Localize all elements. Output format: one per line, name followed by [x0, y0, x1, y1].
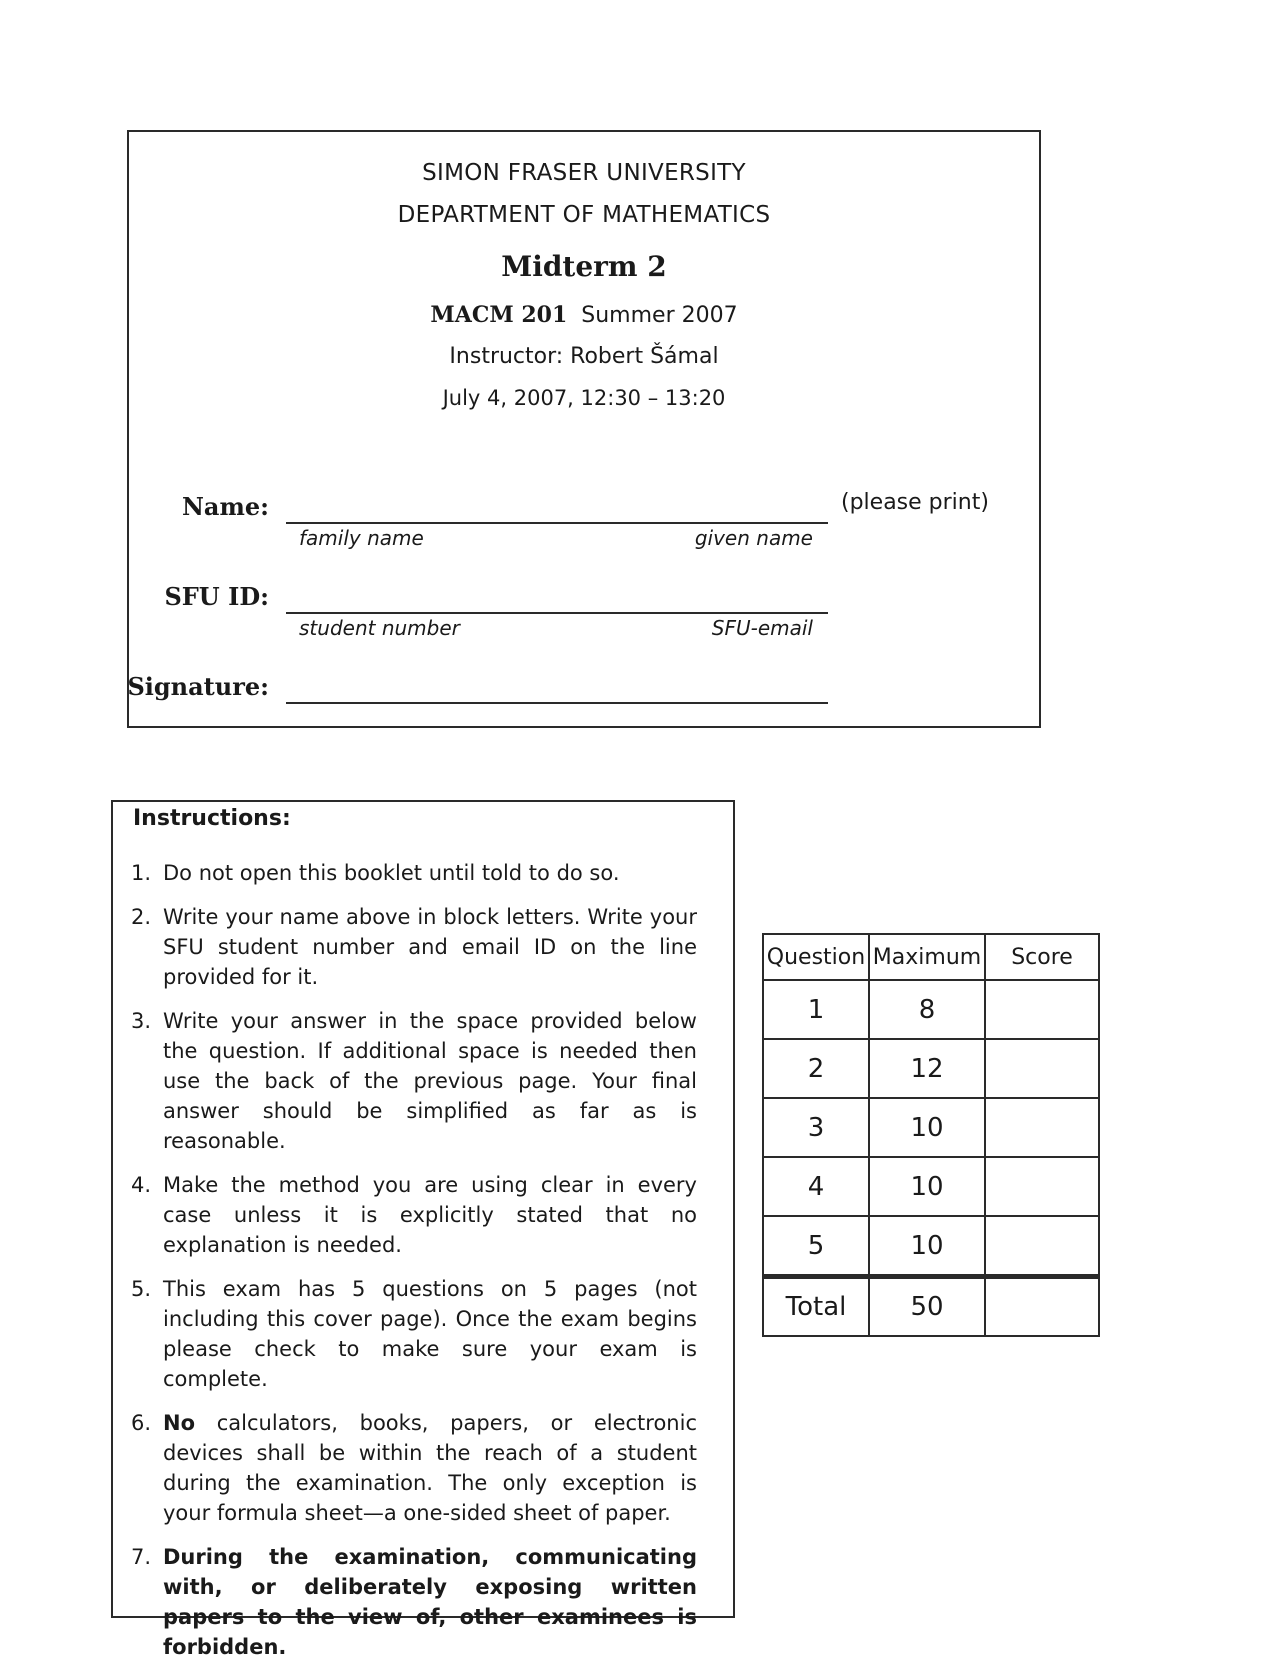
header-score: Score — [985, 934, 1099, 980]
question-score[interactable] — [985, 980, 1099, 1039]
question-number: 5 — [763, 1216, 869, 1277]
instruction-item: 4. Make the method you are using clear in every case unless it is explicitly stated that no explanation is needed. — [131, 1173, 697, 1257]
score-table-header — [763, 934, 1099, 980]
student-number-caption: student number — [299, 616, 460, 640]
question-score[interactable] — [985, 1039, 1099, 1098]
name-label: Name: — [181, 492, 269, 521]
instructor: Instructor: Robert Šámal — [449, 344, 719, 369]
name-line[interactable] — [286, 492, 828, 524]
table-row — [763, 1157, 1099, 1216]
question-number: 3 — [763, 1098, 869, 1157]
question-maximum: 10 — [869, 1216, 985, 1277]
instructions-title: Instructions: — [133, 806, 291, 831]
given-name-caption: given name — [694, 526, 813, 550]
sfu-email-caption: SFU-email — [711, 616, 813, 640]
please-print-note: (please print) — [841, 490, 989, 515]
sfu-id-line[interactable] — [286, 582, 828, 614]
course-code: MACM 201 — [430, 302, 568, 328]
table-row — [763, 1098, 1099, 1157]
question-score[interactable] — [985, 1157, 1099, 1216]
table-row — [763, 980, 1099, 1039]
course-line — [129, 302, 1039, 328]
instruction-item: 6. No calculators, books, papers, or electronic devices shall be within the reach of a student during the examination. The only exception is your formula sheet—a one-sided sheet of paper. — [131, 1411, 697, 1525]
question-number: 2 — [763, 1039, 869, 1098]
instruction-item: 7. During the examination, communicating with, or deliberately exposing written papers to the view of, other examinees is forbidden. — [131, 1545, 697, 1659]
score-table — [762, 933, 1100, 1337]
instructions-list — [131, 858, 697, 1676]
question-maximum: 8 — [869, 980, 985, 1039]
question-maximum: 10 — [869, 1157, 985, 1216]
question-score[interactable] — [985, 1216, 1099, 1277]
table-row — [763, 1216, 1099, 1277]
question-score[interactable] — [985, 1098, 1099, 1157]
exam-title: Midterm 2 — [501, 250, 667, 283]
instruction-item: 1. Do not open this booklet until told to do so. — [131, 861, 620, 885]
department-name: DEPARTMENT OF MATHEMATICS — [397, 202, 771, 228]
university-name: SIMON FRASER UNIVERSITY — [422, 160, 746, 186]
header-question: Question — [763, 934, 869, 980]
exam-header-box — [127, 130, 1041, 728]
question-maximum: 12 — [869, 1039, 985, 1098]
instructions-box — [111, 800, 735, 1659]
exam-datetime: July 4, 2007, 12:30 – 13:20 — [442, 386, 726, 410]
question-maximum: 10 — [869, 1098, 985, 1157]
signature-label: Signature: — [127, 672, 269, 701]
total-maximum: 50 — [869, 1277, 985, 1337]
instruction-item: 2. Write your name above in block letters. Write your SFU student number and email ID on the line provided for it. — [131, 905, 697, 989]
total-row — [763, 1277, 1099, 1337]
question-number: 1 — [763, 980, 869, 1039]
instruction-item: 5. This exam has 5 questions on 5 pages (not including this cover page). Once the exam begins please check to make sure your exam is complete. — [131, 1277, 697, 1391]
instruction-item: 3. Write your answer in the space provided below the question. If additional space is needed then use the back of the previous page. Your final answer should be simplified as far as is reasonable. — [131, 1009, 697, 1153]
family-name-caption: family name — [299, 526, 424, 550]
sfu-id-label: SFU ID: — [164, 582, 269, 611]
course-term: Summer 2007 — [581, 303, 738, 328]
header-maximum: Maximum — [869, 934, 985, 980]
table-row — [763, 1039, 1099, 1098]
question-number: 4 — [763, 1157, 869, 1216]
total-score[interactable] — [985, 1277, 1099, 1337]
total-label: Total — [763, 1277, 869, 1337]
signature-line[interactable] — [286, 672, 828, 704]
